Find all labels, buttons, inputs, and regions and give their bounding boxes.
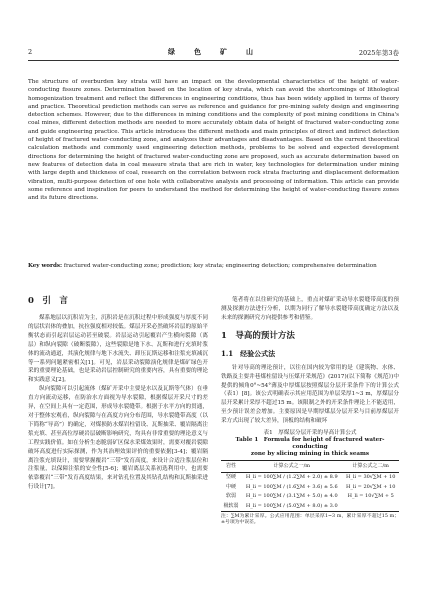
header-rule [28,60,399,61]
formula-table [221,460,399,512]
table-cell-lithology: 软弱 [226,493,237,500]
running-header [28,48,399,58]
table-cell-formula-1: H_li = 100∑M / (3.1∑M + 5.0) ± 4.0 [245,493,338,500]
table-cell-formula-1: H_li = 100∑M / (1.2∑M + 2.0) ± 8.9 [245,474,338,481]
table-cell-formula-1: H_li = 100∑M / (5.0∑M + 8.0) ± 3.0 [241,501,342,511]
table-header-formula-2: 计算公式之二/m [342,461,399,473]
table-cell-formula-2: H_li = 10√∑M + 5 [347,493,394,500]
table-cell-lithology: 中硬 [226,483,237,490]
table-note: 注：∑M为累计采厚。公式应用范围：单层采厚1~3 m，累计采厚不超过15 m；±号项为中误差。 [221,513,399,526]
table-caption-cn: 表1 厚煤层分层开采的导高计算公式 [263,430,357,437]
table-cell-formula-2: H_li = 20√∑M + 10 [346,483,396,490]
table-cell-lithology: 坚硬 [226,474,237,481]
table-cell-formula-1: H_li = 100∑M / (1.6∑M + 3.6) ± 5.6 [245,483,338,490]
table-cell-lithology: 极软弱 [221,501,241,511]
keywords-line [28,262,399,270]
issue-label: 2025年第3卷 [358,49,399,57]
right-column [221,296,399,527]
table-row [221,472,399,482]
table-row [221,482,399,492]
english-abstract: The structure of overburden key strata will have an impact on the developmental characteristics of the height of water-conducting fissure zones. Determination based on the location of key strata, which can avoid the shortcomings of lithological homogenization treatment and reflect the differences in engineering conditions, thus has been widely applied in terms of theory and practice. Theoretical prediction methods can serve as reference and guidance for pre-mining safety design and engineering detection schemes. However, due to the differences in mining conditions and the complexity of post mining conditions in China's coal mines, different detection methods are needed to more accurately obtain data of height of fractured water-conducting zone and guide engineering practice. This article introduces the different methods and main principles of direct and indirect detection of height of fractured water-conducting zone, and analyzes their advantages and disadvantages. Based on the current theoretical calculation methods and commonly used engineering detection methods, problems to be solved and expected development directions for determining the height of fractured water-conducting zone are proposed, such as accurate determination based on new features of detection data in coal measure strata that are rich in water, key technologies for determination under mining with large depth and thickness of coal, research on the correlation between rock strata fracturing and displacement deformation vibration, multi-purpose detection of one hole with collaborative analysis and processing of information. This article can provide some reference and inspiration for peers to understand the method for determining the height of water-conducting fissure zones and its future directions. [28,79,399,202]
table-header-lithology: 岩性 [221,461,241,473]
table-header-formula-1: 计算公式之一/m [241,461,342,473]
intro-paragraph-1: 煤系地层以沉积岩为主，沉积岩是在沉积过程中形成强度与厚度不同的层状岩体的叠加，抗拉强度相对较低。煤层开采必然破坏岩层的原始平衡状态而引起岩层运动甚至破裂。岩层运动引起覆岩产生横向裂隙（离层）和纵向裂隙（破断裂隙），这些裂隙是地下水、瓦斯和进行充填时浆体的流动通道，其演化规律与地下水流失、卸压瓦斯运移和注浆充填减沉等一系列问题紧密相关[1]。可见，岩层采动裂隙演化规律是煤矿绿色开采的重要理论基础，也是采动岩层控制研究的重要内容，具有重要的理论和实践意义[2]。 [28,315,208,384]
intro-paragraph-3: 笔者将在以往研究的基础上，重点对煤矿采动导水裂缝带高度的预测及探测方法进行分析，以期为同行了解导水裂缝带高度确定方法以及未来的探测研究方向提供参考和借鉴。 [221,297,399,321]
page-number: 2 [28,48,33,56]
table-row [221,501,399,511]
table-cell-formula-2 [342,501,399,511]
table-row [221,492,399,502]
table-cell-formula-2: H_li = 30√∑M + 10 [346,474,396,481]
keywords-label: Key words: [28,263,63,269]
table-caption-en-2: zone by slicing mining in thick seams [250,451,370,458]
keywords-text: fractured water-conducting zone; prediction; key strata; engineering detection; comprehensive determination [63,263,377,269]
prediction-paragraph: 针对导高的理论预计，以往在国内较为常用的是《建筑物、水体、铁路及主要井巷煤柱留设与压煤开采规范》(2017)(以下简称《规范》)中提供的倾角0°~54°薄及中厚煤层按照煤层分层开采条件下的计算公式（表1）[8]。该公式明确表示其应用范围为单层采厚1~3 m，厚煤层分层开采累计采厚不超过15 m。该限制之外的开采条件理论上不能适用，至少预计误差会增加。主要原因是早期厚煤层分层开采与目前厚煤层开采方式出现了较大差异，顶板的结构和破坏 [221,364,399,425]
journal-title: 绿 色 矿 山 [168,47,259,56]
section-heading-prediction: 1 导高的预计方法 [221,330,295,341]
table-caption-en-1: Table 1 Formula for height of fractured water-conducting [235,437,385,451]
intro-paragraph-2: 纵向裂隙可以引起流体（煤矿开采中主要是水以及瓦斯等气体）在垂直方向流动运移，在防治水方面视为导水裂隙，根据煤层开采尺寸的差异，在空间上具有一定范围，形成导水裂缝带。根据于水平方向的贯通，对于整体宏观看，纵向裂隙与在高度方向分布范围，导水裂缝带高度（以下简称“导高”）的确定，对煤损防水煤岩柱留设、瓦斯抽采、覆岩隔离注浆充填、甚至高位厚硬岩层破断影响研究，均具有非常重要的理论意义与工程实践价值。如在分析生态脆弱矿区保水采煤效果时，需要对覆岩裂隙破坏高度进行实际探测，作为其治理效果评价的重要依据[3-4]；覆岩隔离注浆充填设计，需要掌握覆岩“三带”发育高度，来设计合适注浆层位和注浆量，以保障注浆的安全性[5-6]；覆岩离层关系初选利用中，也需要依靠覆岩“三带”发育高度结果，来对钻孔位置及其钻孔结构和瓦斯抽采进行设计[7]。 [28,386,208,491]
subsection-heading-empirical: 1.1 经验公式法 [221,348,276,358]
left-column [28,296,208,492]
section-heading-intro: 0 引 言 [28,296,68,306]
